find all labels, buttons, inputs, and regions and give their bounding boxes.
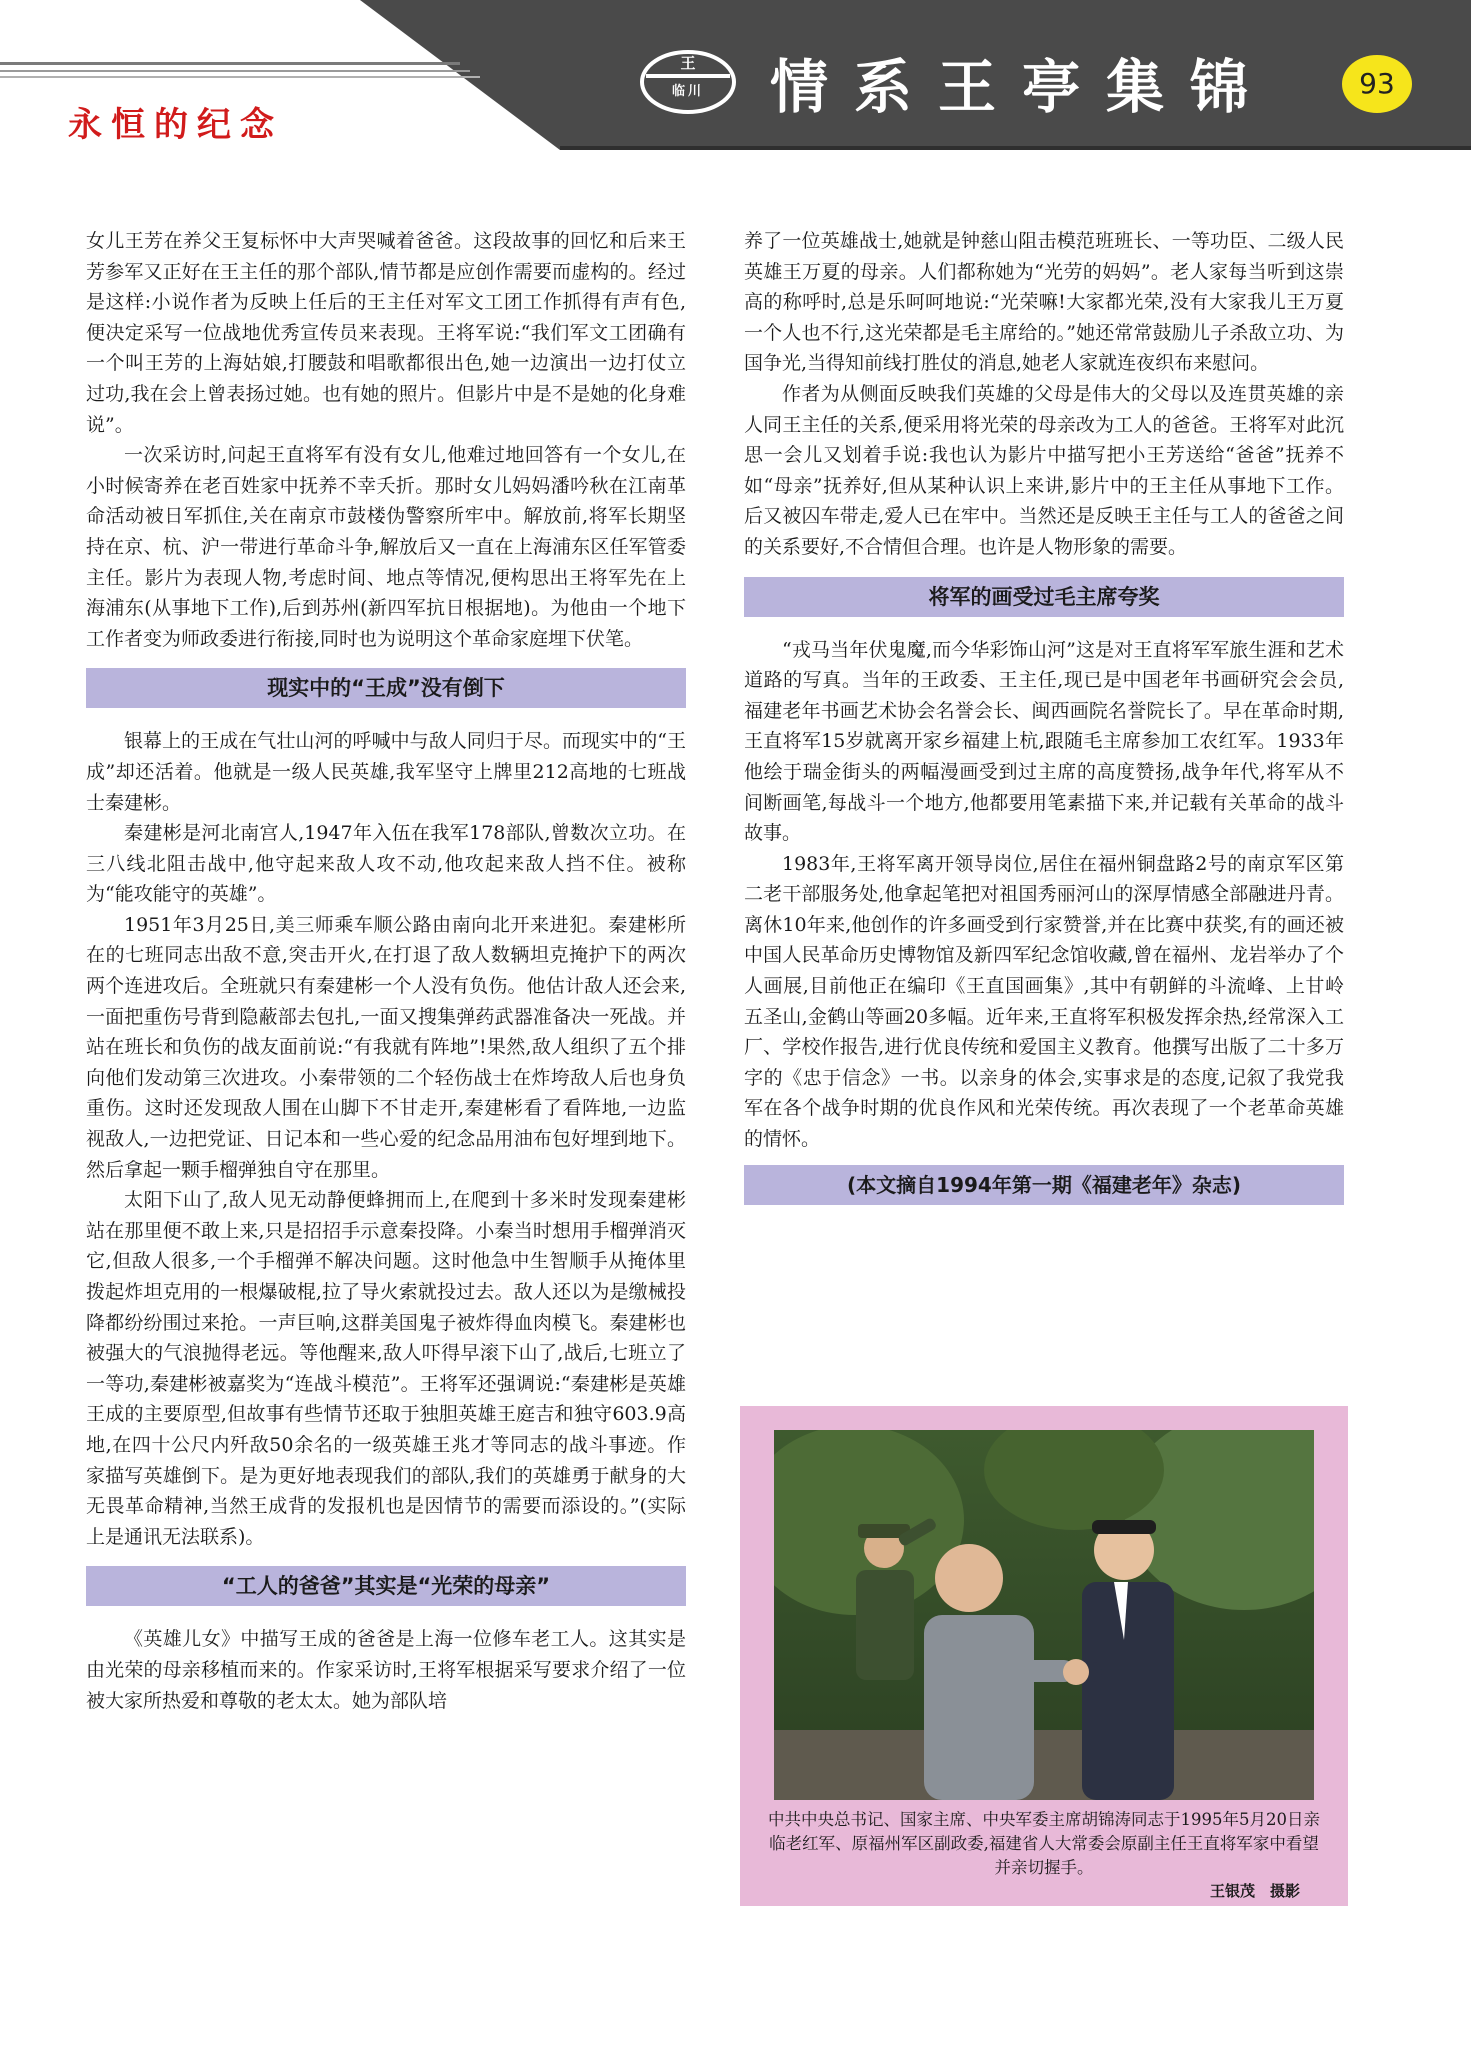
- paragraph: 太阳下山了,敌人见无动静便蜂拥而上,在爬到十多米时发现秦建彬站在那里便不敢上来,只是招招手示意秦投降。小秦当时想用手榴弹消灭它,但敌人很多,一个手榴弹不解决问题。这时他急中生智顺手从掩体里拨起炸坦克用的一根爆破棍,拉了导火索就投过去。敌人还以为是缴械投降都纷纷围过来抢。一声巨响,这群美国鬼子被炸得血肉模飞。秦建彬也被强大的气浪抛得老远。等他醒来,敌人吓得早滚下山了,战后,七班立了一等功,秦建彬被嘉奖为“连战斗模范”。王将军还强调说:“秦建彬是英雄王成的主要原型,但故事有些情节还取于独胆英雄王庭吉和独守603.9高地,在四十公尺内歼敌50余名的一级英雄王兆才等同志的战斗事迹。作家描写英雄倒下。是为更好地表现我们的部队,我们的英雄勇于献身的大无畏革命精神,当然王成背的发报机也是因情节的需要而添设的。”(实际上是通讯无法联系)。: [86, 1189, 686, 1548]
- paragraph: 1951年3月25日,美三师乘车顺公路由南向北开来进犯。秦建彬所在的七班同志出敌不意,突击开火,在打退了敌人数辆坦克掩护下的两次两个连进攻后。全班就只有秦建彬一个人没有负伤。他估计敌人还会来,一面把重伤号背到隐蔽部去包扎,一面又搜集弹药武器准备决一死战。并站在班长和负伤的战友面前说:“有我就有阵地”!果然,敌人组织了五个排向他们发动第三次进攻。小秦带领的二个轻伤战士在炸垮敌人后也身负重伤。这时还发现敌人围在山脚下不甘走开,秦建彬看了看阵地,一边监视敌人,一边把党证、日记本和一些心爱的纪念品用油布包好埋到地下。然后拿起一颗手榴弹独自守在那里。: [86, 913, 686, 1181]
- source-note: (本文摘自1994年第一期《福建老年》杂志): [744, 1165, 1344, 1205]
- paragraph: “戎马当年伏鬼魔,而今华彩饰山河”这是对王直将军军旅生涯和艺术道路的写真。当年的王政委、王主任,现已是中国老年书画研究会会员,福建老年书画艺术协会名誉会长、闽西画院名誉院长了。早在革命时期,王直将军15岁就离开家乡福建上杭,跟随毛主席参加工农红军。1933年他绘于瑞金街头的两幅漫画受到过主席的高度赞扬,战争年代,将军从不间断画笔,每战斗一个地方,他都要用笔素描下来,并记载有关革命的战斗故事。: [744, 638, 1344, 845]
- page-number-badge: 93: [1342, 55, 1412, 113]
- handshake-photo: [774, 1430, 1314, 1800]
- photo-caption: 中共中央总书记、国家主席、中央军委主席胡锦涛同志于1995年5月20日亲临老红军、原福州军区副政委,福建省人大常委会原副主任王直将军家中看望并亲切握手。: [768, 1810, 1320, 1877]
- photo-credit: 王银茂 摄影: [1209, 1882, 1300, 1900]
- right-column: [744, 226, 1344, 1205]
- subheading-worker-father: “工人的爸爸”其实是“光荣的母亲”: [86, 1566, 686, 1606]
- paragraph: 银幕上的王成在气壮山河的呼喊中与敌人同归于尽。而现实中的“王成”却还活着。他就是一级人民英雄,我军坚守上牌里212高地的七班战士秦建彬。: [86, 730, 686, 814]
- photo-illustration: [774, 1430, 1314, 1800]
- subheading-general-paintings: 将军的画受过毛主席夸奖: [744, 577, 1344, 617]
- logo-bottom-text: 临川: [671, 84, 704, 99]
- paragraph: 1983年,王将军离开领导岗位,居住在福州铜盘路2号的南京军区第二老干部服务处,他拿起笔把对祖国秀丽河山的深厚情感全部融进丹青。离休10年来,他创作的许多画受到行家赞誉,并在比赛中获奖,有的画还被中国人民革命历史博物馆及新四军纪念馆收藏,曾在福州、龙岩举办了个人画展,目前他正在编印《王直国画集》,其中有朝鲜的斗流峰、上甘岭五圣山,金鹤山等画20多幅。近年来,王直将军积极发挥余热,经常深入工厂、学校作报告,进行优良传统和爱国主义教育。他撰写出版了二十多万字的《忠于信念》一书。以亲身的体会,实事求是的态度,记叙了我党我军在各个战争时期的优良作风和光荣传统。再次表现了一个老革命英雄的情怀。: [744, 852, 1344, 1151]
- masthead-title: 情系王亭集锦: [770, 53, 1275, 121]
- paragraph: 《英雄儿女》中描写王成的爸爸是上海一位修车老工人。这其实是由光荣的母亲移植而来的。作家采访时,王将军根据采写要求介绍了一位被大家所热爱和尊敬的老太太。她为部队培: [86, 1628, 686, 1712]
- paragraph: 一次采访时,问起王直将军有没有女儿,他难过地回答有一个女儿,在小时候寄养在老百姓家中抚养不幸夭折。那时女儿妈妈潘吟秋在江南革命活动被日军抓住,关在南京市鼓楼伪警察所牢中。解放前,将军长期坚持在京、杭、沪一带进行革命斗争,解放后又一直在上海浦东区任军管委主任。影片为表现人物,考虑时间、地点等情况,便构思出王将军先在上海浦东(从事地下工作),后到苏州(新四军抗日根据地)。为他由一个地下工作者变为师政委进行衔接,同时也为说明这个革命家庭埋下伏笔。: [86, 444, 686, 650]
- logo-top-text: 王: [680, 54, 696, 72]
- paragraph: 秦建彬是河北南宫人,1947年入伍在我军178部队,曾数次立功。在三八线北阻击战中,他守起来敌人攻不动,他攻起来敌人挡不住。被称为“能攻能守的英雄”。: [86, 822, 686, 906]
- paragraph: 养了一位英雄战士,她就是钟慈山阻击模范班班长、一等功臣、二级人民英雄王万夏的母亲。人们都称她为“光劳的妈妈”。老人家每当听到这崇高的称呼时,总是乐呵呵地说:“光荣嘛!大家都光荣,没有大家我儿王万夏一个人也不行,这光荣都是毛主席给的。”她还常常鼓励儿子杀敌立功、为国争光,当得知前线打胜仗的消息,她老人家就连夜织布来慰问。: [744, 230, 1344, 375]
- photo-box: [740, 1406, 1348, 1906]
- paragraph: 作者为从侧面反映我们英雄的父母是伟大的父母以及连贯英雄的亲人同王主任的关系,便采用将光荣的母亲改为工人的爸爸。王将军对此沉思一会儿又划着手说:我也认为影片中描写把小王芳送给“爸爸”抚养不如“母亲”抚养好,但从某种认识上来讲,影片中的王主任从事地下工作。后又被囚车带走,爱人已在牢中。当然还是反映王主任与工人的爸爸之间的关系要好,不合情但合理。也许是人物形象的需要。: [744, 382, 1344, 558]
- paragraph: 女儿王芳在养父王复标怀中大声哭喊着爸爸。这段故事的回忆和后来王芳参军又正好在王主任的那个部队,情节都是应创作需要而虚构的。经过是这样:小说作者为反映上任后的王主任对军文工团工作抓得有声有色,便决定采写一位战地优秀宣传员来表现。王将军说:“我们军文工团确有一个叫王芳的上海姑娘,打腰鼓和唱歌都很出色,她一边演出一边打仗立过功,我在会上曾表扬过她。也有她的照片。但影片中是不是她的化身难说”。: [86, 230, 686, 436]
- subheading-real-wangcheng: 现实中的“王成”没有倒下: [86, 668, 686, 708]
- section-title: 永恒的纪念: [68, 105, 283, 145]
- left-column: [86, 226, 686, 1716]
- logo: [640, 46, 736, 118]
